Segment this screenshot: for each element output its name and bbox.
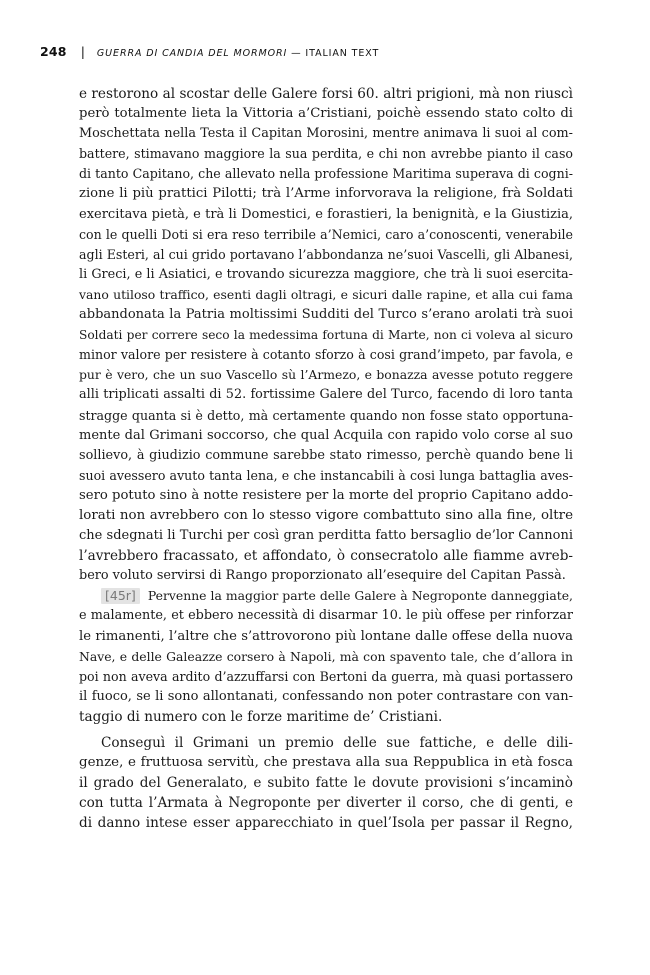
text-line: però totalmente lieta la Vittoria a’Cristiani, poichè essendo stato colto di xyxy=(79,106,573,122)
text-line: exercitava pietà, e trà li Domestici, e forastieri, la benignità, e la Giustizia, xyxy=(79,206,573,222)
text-line: battere, stimavano maggiore la sua perdita, e chi non avrebbe pianto il caso xyxy=(79,146,573,162)
body-text xyxy=(79,84,573,833)
text-line: il grado del Generalato, e subito fatte le dovute provisioni s’incaminò xyxy=(79,775,573,792)
text-line: di danno intese esser apparecchiato in quel’Isola per passar il Regno, xyxy=(79,815,573,832)
paragraph-2 xyxy=(79,586,573,727)
running-title-rest: — ITALIAN TEXT xyxy=(287,48,380,59)
text-line: le rimanenti, l’altre che s’attrovorono più lontane dalle offese della nuova xyxy=(79,628,573,644)
text-line: e restorono al scostar delle Galere forsi 60. altri prigioni, mà non riuscì xyxy=(79,86,573,102)
text-line: vano utiloso traffico, esenti dagli oltragi, e sicuri dalle rapine, et alla cui fama xyxy=(79,286,573,302)
running-title xyxy=(97,48,379,59)
text-line: con tutta l’Armata à Negroponte per diverter il corso, che di genti, e xyxy=(79,795,573,812)
text-line: che sdegnati li Turchi per così gran perditta fatto bersaglio de’lor Cannoni xyxy=(79,528,573,544)
text-line: lorati non avrebbero con lo stesso vigore combattuto sino alla fine, oltre xyxy=(79,507,573,523)
text-line xyxy=(79,586,573,606)
text-line: sero potuto sino à notte resistere per la morte del proprio Capitano addo- xyxy=(79,487,573,503)
paragraph-3 xyxy=(79,733,573,833)
text-line: mente dal Grimani soccorso, che qual Acquila con rapido volo corse al suo xyxy=(79,427,573,443)
folio-marker: [45r] xyxy=(101,588,140,604)
text-line: li Greci, e li Asiatici, e trovando sicurezza maggiore, che trà li suoi esercita- xyxy=(79,266,573,282)
text-line-content: Pervenne la maggior parte delle Galere à Negroponte danneggiate, xyxy=(143,588,573,604)
running-title-italic: GUERRA DI CANDIA DEL MORMORI xyxy=(96,48,288,59)
text-line: stragge quanta si è detto, mà certamente quando non fosse stato opportuna- xyxy=(79,407,573,423)
text-line: Conseguì il Grimani un premio delle sue fattiche, e delle dili- xyxy=(101,735,573,751)
text-line: bero voluto servirsi di Rango proporzionato all’esequire del Capitan Passà. xyxy=(79,568,566,584)
text-line: suoi avessero avuto tanta lena, e che instancabili à cosi lunga battaglia aves- xyxy=(79,467,573,483)
paragraph-1 xyxy=(79,84,573,586)
text-line: minor valore per resistere à cotanto sforzo à cosi grand’impeto, par favola, e xyxy=(79,347,573,363)
text-line: Soldati per correre seco la medessima fortuna di Marte, non ci voleva al sicuro xyxy=(79,328,573,343)
text-line: agli Esteri, al cui grido portavano l’abbondanza ne’suoi Vascelli, gli Albanesi, xyxy=(79,246,573,262)
text-line: di tanto Capitano, che allevato nella professione Maritima superava di cogni- xyxy=(79,166,573,182)
header-separator: | xyxy=(80,44,85,59)
text-line: Moschettata nella Testa il Capitan Morosini, mentre animava li suoi al com- xyxy=(79,126,573,142)
text-line: l’avrebbero fracassato, et affondato, ò consecratolo alle fiamme avreb- xyxy=(79,548,573,565)
running-header xyxy=(40,44,600,68)
text-line: zione li più prattici Pilotti; trà l’Arme inforvorava la religione, frà Soldati xyxy=(79,186,573,202)
page-number: 248 xyxy=(40,44,67,59)
text-line: il fuoco, se li sono allontanati, confessando non poter contrastare con van- xyxy=(79,688,573,704)
text-line: pur è vero, che un suo Vascello sù l’Armezo, e bonazza avesse potuto reggere xyxy=(79,367,573,383)
text-line: Nave, e delle Galeazze corsero à Napoli, mà con spavento tale, che d’allora in xyxy=(79,648,573,664)
text-line: alli triplicati assalti di 52. fortissime Galere del Turco, facendo di loro tanta xyxy=(79,387,573,403)
text-line: con le quelli Doti si era reso terribile a’Nemici, caro a’conoscenti, venerabile xyxy=(79,226,573,242)
text-line: sollievo, à giudizio commune sarebbe stato rimesso, perchè quando bene li xyxy=(79,447,573,463)
text-line: abbandonata la Patria moltissimi Sudditi del Turco s’erano arolati trà suoi xyxy=(79,307,573,323)
text-line: e malamente, et ebbero necessità di disarmar 10. le più offese per rinforzar xyxy=(79,608,573,624)
text-line: genze, e fruttuosa servitù, che prestava alla sua Reppublica in età fosca xyxy=(79,755,573,771)
text-line: poi non aveva ardito d’azzuffarsi con Bertoni da guerra, mà quasi portassero xyxy=(79,668,573,684)
text-line: taggio di numero con le forze maritime de’ Cristiani. xyxy=(79,708,443,725)
